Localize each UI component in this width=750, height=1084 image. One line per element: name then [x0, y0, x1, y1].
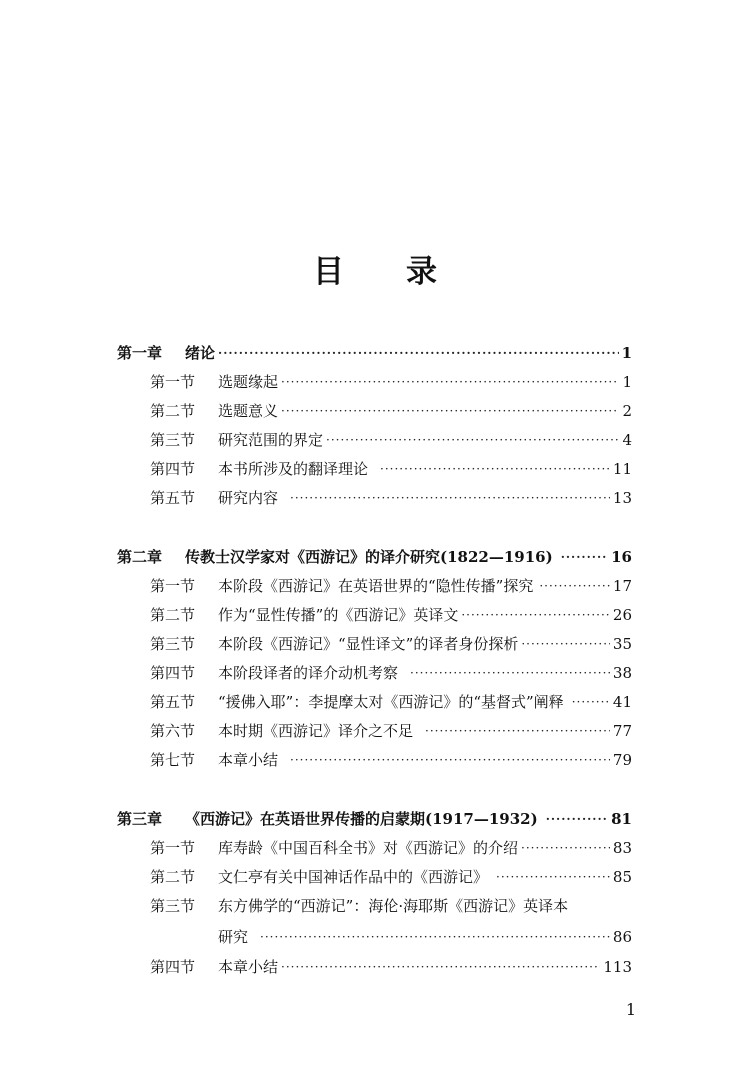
entry-label: 第一章 — [117, 344, 163, 362]
entry-label: 第一节 — [150, 577, 196, 595]
entry-page: 35 — [612, 635, 632, 653]
toc-entry-section[interactable] — [0, 659, 750, 687]
dot-leader — [546, 805, 608, 833]
entry-title: 研究内容 — [218, 489, 279, 507]
dot-leader — [218, 339, 619, 367]
toc-entry-section[interactable] — [0, 397, 750, 425]
entry-page: 41 — [612, 693, 632, 711]
entry-title: “援佛入耶”：李提摩太对《西游记》的“基督式”阐释 — [218, 693, 564, 711]
entry-title: 本阶段译者的译介动机考察 — [218, 664, 399, 682]
entry-title: 《西游记》在英语世界传播的启蒙期(1917—1932) — [185, 810, 538, 828]
entry-page: 79 — [612, 751, 632, 769]
dot-leader — [290, 484, 610, 512]
toc-entry-chapter-3[interactable] — [0, 805, 750, 833]
entry-label: 第三节 — [150, 431, 196, 449]
dot-leader — [290, 746, 610, 774]
toc-entry-section[interactable] — [0, 368, 750, 396]
entry-page: 17 — [612, 577, 632, 595]
entry-page: 83 — [612, 839, 632, 857]
entry-title: 绪论 — [185, 344, 216, 362]
entry-title: 本章小结 — [218, 751, 279, 769]
toc-entry-section[interactable] — [0, 572, 750, 600]
entry-page: 2 — [622, 402, 632, 420]
entry-label: 第二节 — [150, 402, 196, 420]
entry-title: 本时期《西游记》译介之不足 — [218, 722, 414, 740]
dot-leader — [496, 863, 610, 891]
dot-leader — [572, 688, 610, 716]
entry-page: 26 — [612, 606, 632, 624]
dot-leader — [561, 543, 608, 571]
entry-title: 研究 — [218, 928, 249, 946]
entry-page: 4 — [622, 431, 632, 449]
page-title — [0, 246, 750, 291]
title-char-1: 目 — [313, 254, 344, 290]
entry-title: 选题意义 — [218, 402, 279, 420]
toc-entry-section[interactable] — [0, 688, 750, 716]
toc-entry-section[interactable] — [0, 601, 750, 629]
entry-label: 第三节 — [150, 897, 196, 915]
entry-title: 本书所涉及的翻译理论 — [218, 460, 369, 478]
entry-title: 本阶段《西游记》在英语世界的“隐性传播”探究 — [218, 577, 534, 595]
entry-page: 11 — [612, 460, 632, 478]
entry-title: 选题缘起 — [218, 373, 279, 391]
dot-leader — [281, 397, 619, 425]
entry-page: 81 — [611, 810, 632, 828]
toc-entry-section[interactable] — [0, 892, 750, 920]
toc-entry-section[interactable] — [0, 426, 750, 454]
entry-title: 库寿龄《中国百科全书》对《西游记》的介绍 — [218, 839, 519, 857]
dot-leader — [521, 630, 610, 658]
entry-title: 作为“显性传播”的《西游记》英译文 — [218, 606, 459, 624]
title-char-2: 录 — [406, 254, 437, 290]
entry-title: 本章小结 — [218, 958, 279, 976]
entry-label: 第七节 — [150, 751, 196, 769]
entry-label: 第五节 — [150, 489, 196, 507]
entry-page: 38 — [612, 664, 632, 682]
entry-page: 1 — [622, 373, 632, 391]
entry-title: 本阶段《西游记》“显性译文”的译者身份探析 — [218, 635, 519, 653]
page-number: 1 — [625, 1000, 636, 1019]
dot-leader — [539, 572, 610, 600]
toc-entry-section[interactable] — [0, 484, 750, 512]
dot-leader — [410, 659, 610, 687]
entry-page: 16 — [611, 548, 632, 566]
dot-leader — [521, 834, 610, 862]
entry-label: 第四节 — [150, 460, 196, 478]
toc-entry-section[interactable] — [0, 717, 750, 745]
toc-entry-section[interactable] — [0, 746, 750, 774]
entry-page: 77 — [612, 722, 632, 740]
entry-label: 第二节 — [150, 868, 196, 886]
toc-entry-continuation[interactable] — [0, 923, 750, 951]
entry-label: 第一节 — [150, 839, 196, 857]
entry-label: 第四节 — [150, 958, 196, 976]
entry-label: 第三章 — [117, 810, 163, 828]
toc-entry-section[interactable] — [0, 455, 750, 483]
entry-page: 113 — [603, 958, 632, 976]
toc-entry-section[interactable] — [0, 834, 750, 862]
entry-label: 第五节 — [150, 693, 196, 711]
entry-title: 东方佛学的“西游记”：海伦·海耶斯《西游记》英译本 — [218, 897, 569, 915]
dot-leader — [281, 953, 600, 981]
dot-leader — [326, 426, 619, 454]
entry-title: 文仁亭有关中国神话作品中的《西游记》 — [218, 868, 489, 886]
entry-page: 85 — [612, 868, 632, 886]
toc-entry-chapter-1[interactable] — [0, 339, 750, 367]
entry-page: 1 — [621, 344, 632, 362]
dot-leader — [281, 368, 619, 396]
dot-leader — [461, 601, 610, 629]
entry-page: 86 — [612, 928, 632, 946]
entry-title: 传教士汉学家对《西游记》的译介研究(1822—1916) — [185, 548, 553, 566]
entry-label: 第二章 — [117, 548, 163, 566]
entry-label: 第三节 — [150, 635, 196, 653]
entry-label: 第四节 — [150, 664, 196, 682]
entry-page: 13 — [612, 489, 632, 507]
toc-entry-chapter-2[interactable] — [0, 543, 750, 571]
toc-entry-section[interactable] — [0, 630, 750, 658]
entry-title: 研究范围的界定 — [218, 431, 324, 449]
toc-entry-section[interactable] — [0, 863, 750, 891]
dot-leader — [260, 923, 610, 951]
entry-label: 第二节 — [150, 606, 196, 624]
entry-label: 第六节 — [150, 722, 196, 740]
dot-leader — [425, 717, 610, 745]
dot-leader — [380, 455, 610, 483]
toc-entry-section[interactable] — [0, 953, 750, 981]
entry-label: 第一节 — [150, 373, 196, 391]
